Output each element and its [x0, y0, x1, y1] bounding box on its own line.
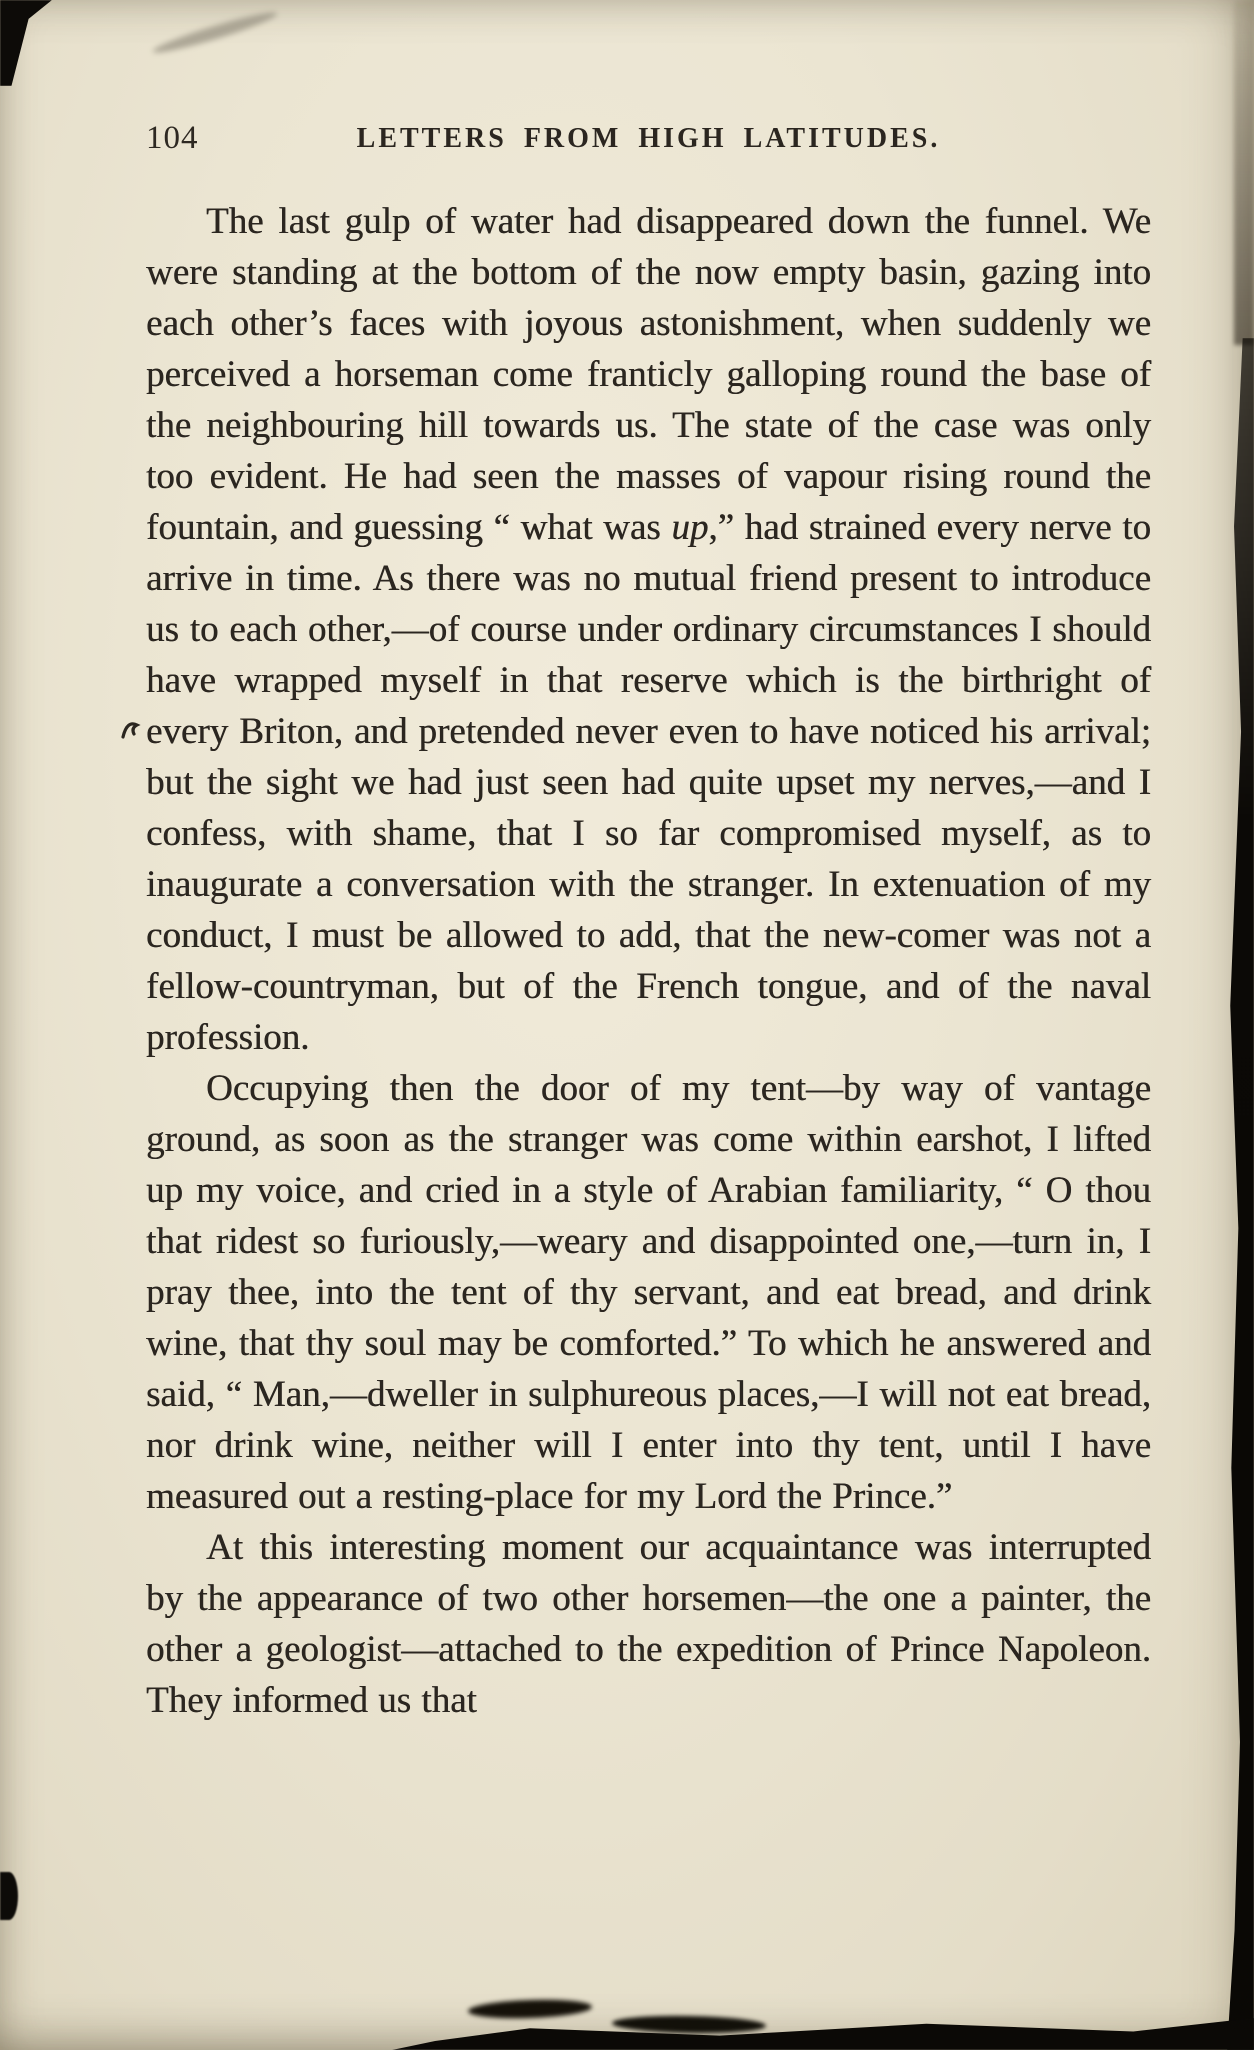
- scan-artifact-bottom-edge: [392, 2018, 1254, 2050]
- scan-artifact-bottom-smudge-1: [468, 1998, 593, 2020]
- scan-artifact-left-edge-blob: [0, 1872, 18, 1920]
- scan-artifact-top-smudge: [151, 7, 279, 57]
- paragraph: [146, 196, 1151, 1063]
- text-segment: The last gulp of water had disappeared down the funnel. We were standing at the bottom of the now empty basin, gazing into each other’s faces with joyous astonishment, when suddenly we perceived a horseman come franticly galloping round the base of the neighbouring hill towards us. The state of the case was only too evident. He had seen the masses of vapour rising round the fountain, and guessing “ what was: [146, 201, 1151, 548]
- text-segment: ,” had strained every nerve to arrive in time. As there was no mutual friend present to introduce us to each other,—of course under ordinary circumstances I should have wrapped myself in that reserve which is the birthright of every Briton, and pretended never even to have noticed his arrival; but the sight we had just seen had quite upset my nerves,—and I confess, with shame, that I so far compromised myself, as to inaugurate a conversation with the stranger. In extenuation of my conduct, I must be allowed to add, that the new-comer was not a fellow-countryman, but of the French tongue, and of the naval profession.: [146, 507, 1151, 1058]
- text-segment: Occupying then the door of my tent—by way of vantage ground, as soon as the stranger was come within earshot, I lifted up my voice, and cried in a style of Arabian familiarity, “ O thou that ridest so furiously,—weary and disappointed one,—turn in, I pray thee, into the tent of thy servant, and eat bread, and drink wine, that thy soul may be comforted.” To which he answered and said, “ Man,—dweller in sulphureous places,—I will not eat bread, nor drink wine, neither will I enter into thy tent, until I have measured out a resting-place for my Lord the Prince.”: [146, 1068, 1151, 1517]
- scan-artifact-top-left-corner: [0, 0, 52, 86]
- ink-mark-icon: [120, 716, 142, 742]
- running-title: LETTERS FROM HIGH LATITUDES.: [356, 123, 941, 154]
- text-block: [146, 196, 1151, 1726]
- page-number: 104: [146, 120, 199, 156]
- scan-artifact-bottom-smudge-2: [612, 2015, 766, 2035]
- paragraph: [146, 1522, 1151, 1726]
- italic-text-segment: up: [671, 507, 709, 548]
- text-segment: At this interesting moment our acquaintance was interrupted by the appearance of two other horsemen—the one a painter, the other a geologist—attached to the expedition of Prince Napoleon. They informed us that: [146, 1527, 1151, 1721]
- scan-artifact-right-edge: [1227, 338, 1254, 2050]
- page-header: [146, 116, 1151, 160]
- scan-artifact-right-top-shade: [1234, 0, 1254, 345]
- paragraph: [146, 1063, 1151, 1522]
